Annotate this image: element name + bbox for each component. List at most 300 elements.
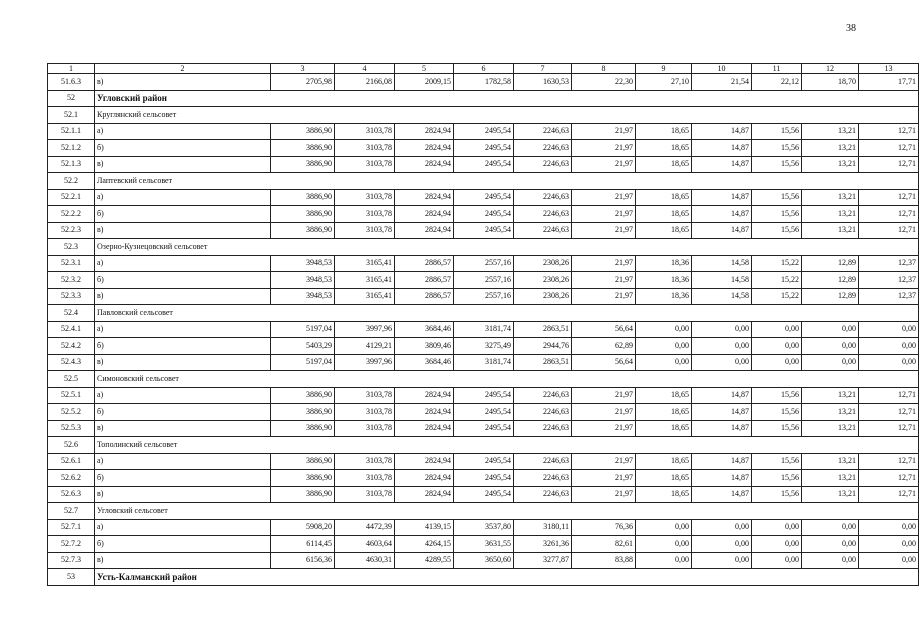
column-header: 11: [752, 64, 802, 74]
value-cell: 3948,53: [271, 288, 335, 305]
value-cell: 4630,31: [335, 552, 395, 569]
table-row: [48, 189, 919, 206]
row-label: а): [95, 519, 271, 536]
value-cell: 3103,78: [335, 420, 395, 437]
row-code: 52.5.2: [48, 404, 95, 421]
value-cell: 0,00: [636, 338, 692, 355]
value-cell: 0,00: [859, 354, 919, 371]
value-cell: 13,21: [802, 486, 859, 503]
value-cell: 4289,55: [395, 552, 454, 569]
value-cell: 3103,78: [335, 387, 395, 404]
column-header: 9: [636, 64, 692, 74]
table-row: [48, 404, 919, 421]
value-cell: 22,12: [752, 74, 802, 91]
row-label: а): [95, 453, 271, 470]
value-cell: 18,36: [636, 272, 692, 289]
value-cell: 2308,26: [514, 288, 572, 305]
section-title: Лаптевский сельсовет: [95, 173, 919, 190]
value-cell: 5908,20: [271, 519, 335, 536]
value-cell: 4472,39: [335, 519, 395, 536]
section-row: [48, 371, 919, 388]
value-cell: 3103,78: [335, 140, 395, 157]
value-cell: 2495,54: [454, 420, 514, 437]
value-cell: 2495,54: [454, 387, 514, 404]
row-label: а): [95, 189, 271, 206]
row-label: в): [95, 486, 271, 503]
column-header: 6: [454, 64, 514, 74]
value-cell: 12,71: [859, 140, 919, 157]
table-row: [48, 206, 919, 223]
section-row: [48, 107, 919, 124]
column-header: 10: [692, 64, 752, 74]
value-cell: 12,71: [859, 222, 919, 239]
value-cell: 14,87: [692, 206, 752, 223]
value-cell: 4264,15: [395, 536, 454, 553]
column-header-row: [48, 64, 919, 74]
value-cell: 0,00: [636, 536, 692, 553]
value-cell: 2824,94: [395, 420, 454, 437]
column-header: 3: [271, 64, 335, 74]
value-cell: 3165,41: [335, 272, 395, 289]
value-cell: 14,87: [692, 486, 752, 503]
value-cell: 18,65: [636, 156, 692, 173]
row-code: 52.6.3: [48, 486, 95, 503]
column-header: 13: [859, 64, 919, 74]
value-cell: 2246,63: [514, 123, 572, 140]
value-cell: 3180,11: [514, 519, 572, 536]
row-code: 52.3.3: [48, 288, 95, 305]
row-label: в): [95, 288, 271, 305]
value-cell: 18,65: [636, 453, 692, 470]
value-cell: 15,22: [752, 255, 802, 272]
value-cell: 2824,94: [395, 206, 454, 223]
row-label: б): [95, 338, 271, 355]
table-row: [48, 420, 919, 437]
value-cell: 5197,04: [271, 321, 335, 338]
row-label: в): [95, 552, 271, 569]
value-cell: 56,64: [572, 354, 636, 371]
value-cell: 12,71: [859, 470, 919, 487]
value-cell: 0,00: [636, 519, 692, 536]
value-cell: 3537,80: [454, 519, 514, 536]
value-cell: 12,71: [859, 420, 919, 437]
value-cell: 12,89: [802, 288, 859, 305]
value-cell: 3261,36: [514, 536, 572, 553]
value-cell: 13,21: [802, 387, 859, 404]
value-cell: 0,00: [752, 552, 802, 569]
value-cell: 3997,96: [335, 354, 395, 371]
value-cell: 3997,96: [335, 321, 395, 338]
value-cell: 12,71: [859, 387, 919, 404]
row-code: 52.4.3: [48, 354, 95, 371]
value-cell: 3103,78: [335, 156, 395, 173]
value-cell: 0,00: [859, 321, 919, 338]
value-cell: 2246,63: [514, 453, 572, 470]
value-cell: 2246,63: [514, 156, 572, 173]
value-cell: 0,00: [692, 519, 752, 536]
row-label: в): [95, 222, 271, 239]
row-code: 53: [48, 569, 95, 586]
row-label: б): [95, 272, 271, 289]
value-cell: 3886,90: [271, 404, 335, 421]
value-cell: 0,00: [859, 536, 919, 553]
value-cell: 2557,16: [454, 272, 514, 289]
row-code: 52.7.1: [48, 519, 95, 536]
value-cell: 15,56: [752, 420, 802, 437]
value-cell: 3165,41: [335, 288, 395, 305]
value-cell: 13,21: [802, 123, 859, 140]
column-header: 7: [514, 64, 572, 74]
value-cell: 0,00: [692, 552, 752, 569]
value-cell: 18,65: [636, 222, 692, 239]
value-cell: 18,65: [636, 140, 692, 157]
value-cell: 62,89: [572, 338, 636, 355]
value-cell: 0,00: [636, 552, 692, 569]
table-row: [48, 338, 919, 355]
row-label: а): [95, 123, 271, 140]
value-cell: 3650,60: [454, 552, 514, 569]
table-row: [48, 140, 919, 157]
value-cell: 13,21: [802, 404, 859, 421]
value-cell: 21,97: [572, 404, 636, 421]
row-code: 52.7.2: [48, 536, 95, 553]
tariff-table: [47, 63, 919, 586]
value-cell: 13,21: [802, 453, 859, 470]
value-cell: 22,30: [572, 74, 636, 91]
row-label: б): [95, 536, 271, 553]
value-cell: 0,00: [859, 552, 919, 569]
section-row: [48, 173, 919, 190]
value-cell: 21,97: [572, 156, 636, 173]
row-code: 52.4.2: [48, 338, 95, 355]
value-cell: 2246,63: [514, 387, 572, 404]
value-cell: 14,87: [692, 123, 752, 140]
value-cell: 15,56: [752, 123, 802, 140]
value-cell: 4139,15: [395, 519, 454, 536]
row-code: 52.3.2: [48, 272, 95, 289]
value-cell: 0,00: [802, 519, 859, 536]
row-code: 52.4: [48, 305, 95, 322]
value-cell: 15,56: [752, 222, 802, 239]
value-cell: 3277,87: [514, 552, 572, 569]
value-cell: 3631,55: [454, 536, 514, 553]
district-title: Угловский район: [95, 90, 919, 107]
table-row: [48, 470, 919, 487]
value-cell: 15,56: [752, 486, 802, 503]
row-code: 52.5.1: [48, 387, 95, 404]
row-code: 52: [48, 90, 95, 107]
value-cell: 3948,53: [271, 255, 335, 272]
row-label: в): [95, 420, 271, 437]
value-cell: 82,61: [572, 536, 636, 553]
value-cell: 12,71: [859, 404, 919, 421]
value-cell: 21,97: [572, 288, 636, 305]
row-code: 52.6.2: [48, 470, 95, 487]
value-cell: 0,00: [802, 338, 859, 355]
value-cell: 3684,46: [395, 354, 454, 371]
row-label: в): [95, 354, 271, 371]
table-row: [48, 354, 919, 371]
value-cell: 12,71: [859, 453, 919, 470]
value-cell: 18,65: [636, 420, 692, 437]
value-cell: 14,87: [692, 404, 752, 421]
column-header: 4: [335, 64, 395, 74]
value-cell: 15,22: [752, 288, 802, 305]
value-cell: 0,00: [692, 354, 752, 371]
value-cell: 76,36: [572, 519, 636, 536]
table-row: [48, 272, 919, 289]
value-cell: 3948,53: [271, 272, 335, 289]
value-cell: 2824,94: [395, 404, 454, 421]
value-cell: 14,58: [692, 288, 752, 305]
table-row: [48, 519, 919, 536]
value-cell: 18,65: [636, 206, 692, 223]
value-cell: 2495,54: [454, 453, 514, 470]
table-row: [48, 453, 919, 470]
value-cell: 2824,94: [395, 387, 454, 404]
value-cell: 2495,54: [454, 206, 514, 223]
row-label: б): [95, 206, 271, 223]
value-cell: 0,00: [859, 519, 919, 536]
value-cell: 2944,76: [514, 338, 572, 355]
value-cell: 2166,08: [335, 74, 395, 91]
row-code: 52.3.1: [48, 255, 95, 272]
section-title: Озерно-Кузнецовский сельсовет: [95, 239, 919, 256]
row-code: 51.6.3: [48, 74, 95, 91]
value-cell: 21,97: [572, 486, 636, 503]
value-cell: 17,71: [859, 74, 919, 91]
table-row: [48, 222, 919, 239]
value-cell: 14,58: [692, 255, 752, 272]
value-cell: 0,00: [636, 321, 692, 338]
value-cell: 0,00: [752, 519, 802, 536]
value-cell: 6114,45: [271, 536, 335, 553]
section-row: [48, 305, 919, 322]
value-cell: 3103,78: [335, 123, 395, 140]
row-label: б): [95, 140, 271, 157]
value-cell: 21,97: [572, 387, 636, 404]
value-cell: 18,65: [636, 404, 692, 421]
value-cell: 13,21: [802, 420, 859, 437]
table-row: [48, 387, 919, 404]
value-cell: 21,97: [572, 272, 636, 289]
row-label: а): [95, 255, 271, 272]
value-cell: 3275,49: [454, 338, 514, 355]
value-cell: 18,65: [636, 470, 692, 487]
value-cell: 2824,94: [395, 140, 454, 157]
value-cell: 14,87: [692, 470, 752, 487]
value-cell: 3886,90: [271, 123, 335, 140]
value-cell: 2824,94: [395, 470, 454, 487]
value-cell: 2246,63: [514, 486, 572, 503]
value-cell: 21,97: [572, 189, 636, 206]
value-cell: 12,71: [859, 123, 919, 140]
value-cell: 3886,90: [271, 189, 335, 206]
value-cell: 3165,41: [335, 255, 395, 272]
value-cell: 2308,26: [514, 255, 572, 272]
value-cell: 2495,54: [454, 189, 514, 206]
section-row: [48, 437, 919, 454]
value-cell: 2246,63: [514, 404, 572, 421]
value-cell: 3886,90: [271, 420, 335, 437]
row-label: в): [95, 156, 271, 173]
value-cell: 15,56: [752, 470, 802, 487]
row-code: 52.2: [48, 173, 95, 190]
row-code: 52.2.1: [48, 189, 95, 206]
row-code: 52.2.3: [48, 222, 95, 239]
value-cell: 4603,64: [335, 536, 395, 553]
value-cell: 15,56: [752, 387, 802, 404]
value-cell: 2009,15: [395, 74, 454, 91]
column-header: 5: [395, 64, 454, 74]
value-cell: 21,97: [572, 420, 636, 437]
table-body: [48, 74, 919, 586]
row-code: 52.7.3: [48, 552, 95, 569]
section-row: [48, 503, 919, 520]
value-cell: 2886,57: [395, 272, 454, 289]
value-cell: 1630,53: [514, 74, 572, 91]
table-row: [48, 74, 919, 91]
value-cell: 0,00: [802, 536, 859, 553]
value-cell: 13,21: [802, 189, 859, 206]
value-cell: 21,97: [572, 140, 636, 157]
value-cell: 83,88: [572, 552, 636, 569]
value-cell: 18,36: [636, 255, 692, 272]
value-cell: 14,87: [692, 453, 752, 470]
value-cell: 0,00: [752, 321, 802, 338]
value-cell: 3684,46: [395, 321, 454, 338]
value-cell: 18,70: [802, 74, 859, 91]
value-cell: 1782,58: [454, 74, 514, 91]
row-label: б): [95, 470, 271, 487]
value-cell: 15,56: [752, 206, 802, 223]
value-cell: 13,21: [802, 222, 859, 239]
row-code: 52.6: [48, 437, 95, 454]
row-code: 52.1.1: [48, 123, 95, 140]
value-cell: 15,56: [752, 189, 802, 206]
value-cell: 12,37: [859, 272, 919, 289]
row-code: 52.1: [48, 107, 95, 124]
value-cell: 21,97: [572, 453, 636, 470]
table-row: [48, 123, 919, 140]
section-row: [48, 239, 919, 256]
value-cell: 2557,16: [454, 255, 514, 272]
table-row: [48, 486, 919, 503]
row-code: 52.6.1: [48, 453, 95, 470]
value-cell: 12,71: [859, 206, 919, 223]
row-code: 52.5.3: [48, 420, 95, 437]
table-row: [48, 288, 919, 305]
column-header: 12: [802, 64, 859, 74]
value-cell: 14,58: [692, 272, 752, 289]
value-cell: 0,00: [752, 536, 802, 553]
value-cell: 21,97: [572, 222, 636, 239]
table-row: [48, 321, 919, 338]
value-cell: 14,87: [692, 420, 752, 437]
value-cell: 3103,78: [335, 206, 395, 223]
table-row: [48, 536, 919, 553]
value-cell: 3181,74: [454, 321, 514, 338]
value-cell: 2886,57: [395, 288, 454, 305]
page-number: 38: [846, 23, 856, 34]
value-cell: 3886,90: [271, 453, 335, 470]
value-cell: 0,00: [752, 354, 802, 371]
row-code: 52.2.2: [48, 206, 95, 223]
district-row: [48, 569, 919, 586]
value-cell: 2824,94: [395, 156, 454, 173]
value-cell: 2557,16: [454, 288, 514, 305]
value-cell: 3103,78: [335, 189, 395, 206]
value-cell: 12,37: [859, 255, 919, 272]
value-cell: 13,21: [802, 470, 859, 487]
table-row: [48, 552, 919, 569]
value-cell: 4129,21: [335, 338, 395, 355]
value-cell: 21,97: [572, 123, 636, 140]
table-row: [48, 156, 919, 173]
value-cell: 14,87: [692, 189, 752, 206]
value-cell: 2246,63: [514, 420, 572, 437]
value-cell: 3886,90: [271, 470, 335, 487]
value-cell: 2705,98: [271, 74, 335, 91]
value-cell: 3809,46: [395, 338, 454, 355]
value-cell: 0,00: [802, 354, 859, 371]
value-cell: 2246,63: [514, 206, 572, 223]
value-cell: 3886,90: [271, 486, 335, 503]
row-label: а): [95, 321, 271, 338]
value-cell: 2495,54: [454, 222, 514, 239]
value-cell: 13,21: [802, 156, 859, 173]
value-cell: 15,56: [752, 140, 802, 157]
row-label: а): [95, 387, 271, 404]
value-cell: 14,87: [692, 387, 752, 404]
section-title: Тополинский сельсовет: [95, 437, 919, 454]
value-cell: 12,71: [859, 156, 919, 173]
district-title: Усть-Калманский район: [95, 569, 919, 586]
value-cell: 2246,63: [514, 140, 572, 157]
value-cell: 15,56: [752, 453, 802, 470]
value-cell: 3103,78: [335, 470, 395, 487]
value-cell: 21,97: [572, 206, 636, 223]
row-code: 52.7: [48, 503, 95, 520]
value-cell: 14,87: [692, 140, 752, 157]
value-cell: 3886,90: [271, 387, 335, 404]
value-cell: 3886,90: [271, 206, 335, 223]
column-header: 8: [572, 64, 636, 74]
value-cell: 2495,54: [454, 470, 514, 487]
district-row: [48, 90, 919, 107]
value-cell: 3103,78: [335, 453, 395, 470]
value-cell: 12,89: [802, 272, 859, 289]
value-cell: 2246,63: [514, 470, 572, 487]
section-title: Симоновский сельсовет: [95, 371, 919, 388]
row-label: в): [95, 74, 271, 91]
value-cell: 3886,90: [271, 140, 335, 157]
value-cell: 2824,94: [395, 486, 454, 503]
value-cell: 3103,78: [335, 486, 395, 503]
value-cell: 15,22: [752, 272, 802, 289]
value-cell: 6156,36: [271, 552, 335, 569]
value-cell: 2863,51: [514, 321, 572, 338]
value-cell: 2824,94: [395, 222, 454, 239]
value-cell: 0,00: [802, 321, 859, 338]
value-cell: 21,54: [692, 74, 752, 91]
section-title: Угловский сельсовет: [95, 503, 919, 520]
value-cell: 5403,29: [271, 338, 335, 355]
value-cell: 2863,51: [514, 354, 572, 371]
value-cell: 18,65: [636, 486, 692, 503]
value-cell: 18,65: [636, 123, 692, 140]
value-cell: 2824,94: [395, 123, 454, 140]
